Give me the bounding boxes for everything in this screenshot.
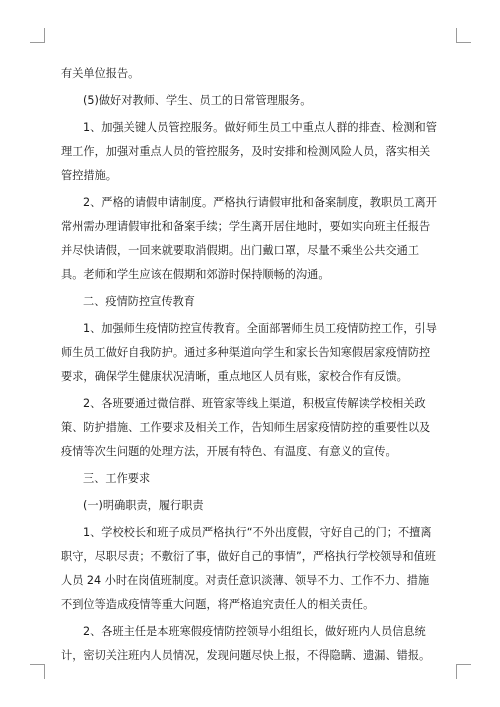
corner-crop-mark-top-right — [456, 28, 471, 43]
paragraph-online-channels: 2、各班要通过微信群、班管家等线上渠道，积极宣传解读学校相关政策、防护措施、工作要求及相关工作，告知师生居家疫情防控的重要性以及疫情等次生问题的处理方法，开展有特色、有温度、有意义的宣传。 — [61, 397, 431, 458]
paragraph-publicity-education: 1、加强师生疫情防控宣传教育。全面部署师生员工疫情防控工作，引导师生员工做好自我防护。通过多种渠道向学生和家长告知寒假居家疫情防控要求，确保学生健康状况清晰，重点地区人员有账，家校合作有反馈。 — [61, 322, 437, 383]
heading-section-2: 二、疫情防控宣传教育 — [83, 295, 195, 308]
corner-crop-mark-bottom-right — [456, 664, 471, 679]
heading-section-3: 三、工作要求 — [83, 472, 151, 485]
heading-subsection-1: (一)明确职责，履行职责 — [83, 499, 204, 512]
paragraph-continuation: 有关单位报告。 — [61, 67, 140, 80]
document-body — [61, 62, 439, 671]
paragraph-class-teacher-duty: 2、各班主任是本班寒假疫情防控领导小组组长，做好班内人员信息统计，密切关注班内人员情况，发现问题尽快上报，不得隐瞒、遗漏、错报。 — [61, 625, 431, 662]
paragraph-section-5-heading: (5)做好对教师、学生、员工的日常管理服务。 — [83, 94, 312, 107]
corner-crop-mark-top-left — [30, 28, 45, 43]
paragraph-leadership-duty: 1、学校校长和班子成员严格执行“不外出度假，守好自己的门；不擅离职守，尽职尽责；不敷衍了事，做好自己的事情”，严格执行学校领导和值班人员 24 小时在岗值班制度。对责任意识淡薄、领导不力、工作不力、措施不到位等造成疫情等重大问题，将严格追究责任人的相关责任。 — [61, 526, 436, 611]
paragraph-key-personnel: 1、加强关键人员管控服务。做好师生员工中重点人群的排查、检测和管理工作，加强对重点人员的管控服务，及时安排和检测风险人员，落实相关管控措施。 — [61, 121, 437, 182]
corner-crop-mark-bottom-left — [30, 664, 45, 679]
paragraph-leave-system: 2、严格的请假申请制度。严格执行请假审批和备案制度，教职员工离开常州需办理请假审批和备案手续；学生离开居住地时，要如实向班主任报告并尽快请假，一回来就要取消假期。出门戴口罩，尽量不乘坐公共交通工具。老师和学生应该在假期和郊游时保持顺畅的沟通。 — [61, 196, 437, 281]
